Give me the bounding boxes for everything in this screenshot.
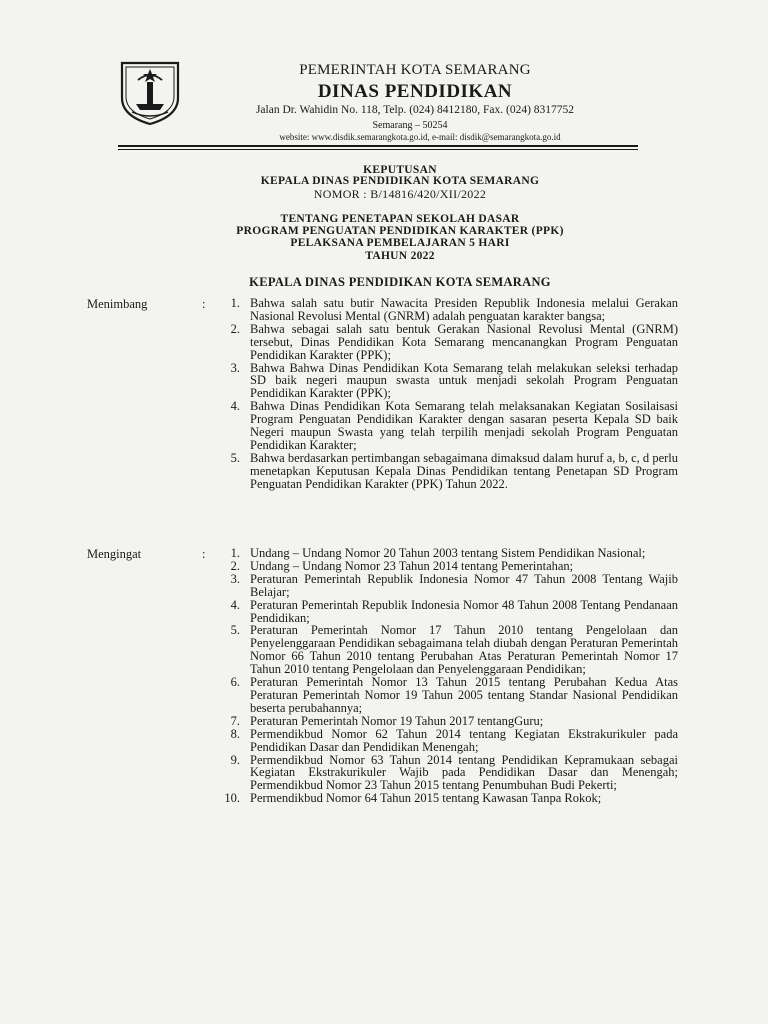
item-text: Bahwa Dinas Pendidikan Kota Semarang telah melaksanakan Kegiatan Sosilaisasi Program Penguatan Pendidikan Karakter dengan sasaran peserta Kepala SD baik Negeri maupun Swasta yang telah terpilih menjadi sekolah Program Penguatan Pendidikan Karakter;: [250, 399, 678, 452]
letterhead-government: PEMERINTAH KOTA SEMARANG: [299, 62, 531, 78]
list-item: [208, 547, 678, 560]
item-text: Peraturan Pemerintah Nomor 17 Tahun 2010 tentang Pengelolaan dan Penyelenggaraan Pendidikan sebagaimana telah diubah dengan Peraturan Pemerintah Nomor 66 Tahun 2010 tentang Perubahan Atas Peraturan Pemerintah Nomor 17 Tahun 2010 tentang Pengelolaan dan Penyelenggaraan Pendidikan;: [250, 623, 678, 677]
item-text: Permendikbud Nomor 64 Tahun 2015 tentang Kawasan Tanpa Rokok;: [250, 791, 602, 806]
list-item: [208, 676, 678, 715]
list-item: [208, 754, 678, 793]
item-text: Undang – Undang Nomor 20 Tahun 2003 tentang Sistem Pendidikan Nasional;: [250, 546, 646, 560]
list-item: [218, 297, 678, 323]
list-item: [218, 362, 678, 401]
item-number: 6.: [230, 675, 240, 690]
item-number: 10.: [224, 791, 240, 806]
item-number: 2.: [230, 558, 240, 573]
list-item: [218, 452, 678, 491]
item-text: Peraturan Pemerintah Nomor 19 Tahun 2017 tentangGuru;: [250, 713, 544, 728]
item-number: 1.: [230, 296, 240, 310]
decree-subject-line-1: TENTANG PENETAPAN SEKOLAH DASAR: [280, 213, 520, 225]
decree-issuer: KEPALA DINAS PENDIDIKAN KOTA SEMARANG: [260, 175, 540, 187]
item-text: Permendikbud Nomor 62 Tahun 2014 tentang Kegiatan Ekstrakurikuler pada Pendidikan Dasar dan Pendidikan Menengah;: [250, 726, 678, 754]
item-text: Bahwa sebagai salah satu bentuk Gerakan Nasional Revolusi Mental (GNRM) tersebut, Dinas Pendidikan Kota Semarang mencanangkan Program Penguatan Pendidikan Karakter (PPK);: [250, 321, 678, 362]
list-item: [218, 400, 678, 452]
letterhead-department: DINAS PENDIDIKAN: [317, 81, 513, 102]
item-number: 5.: [230, 623, 240, 638]
item-text: Permendikbud Nomor 63 Tahun 2014 tentang Pendidikan Kepramukaan sebagai Kegiatan Ekstrakurikuler Wajib pada Pendidikan Dasar dan Menengah; Permendikbud Nomor 23 Tahun 2015 tentang Penumbuhan Budi Pekerti;: [250, 752, 678, 793]
mengingat-list: [208, 547, 678, 805]
item-text: Bahwa Bahwa Dinas Pendidikan Kota Semarang telah melakukan seleksi terhadap SD baik negeri maupun swasta untuk menjadi sekolah Program Penguatan Pendidikan Karakter (PPK);: [250, 360, 678, 401]
decree-subject-line-2: PROGRAM PENGUATAN PENDIDIKAN KARAKTER (PPK): [236, 225, 564, 237]
letterhead-address: Jalan Dr. Wahidin No. 118, Telp. (024) 8412180, Fax. (024) 8317752: [255, 104, 575, 116]
menimbang-label: Menimbang: [87, 297, 148, 311]
list-item: [208, 624, 678, 676]
item-text: Undang – Undang Nomor 23 Tahun 2014 tentang Pemerintahan;: [250, 558, 574, 573]
list-item: [208, 792, 678, 805]
decree-subject-year: TAHUN 2022: [365, 250, 435, 262]
letterhead-postal: Semarang – 50254: [372, 120, 448, 131]
item-number: 7.: [230, 713, 240, 728]
item-number: 1.: [230, 546, 240, 560]
list-item: [208, 573, 678, 599]
letterhead-website: website: www.disdik.semarangkota.go.id, e-mail: disdik@semarangkota.go.id: [279, 132, 561, 142]
list-item: [208, 728, 678, 754]
item-number: 4.: [230, 597, 240, 612]
item-number: 8.: [230, 726, 240, 741]
decree-subject-line-3: PELAKSANA PEMBELAJARAN 5 HARI: [290, 237, 510, 249]
item-text: Peraturan Pemerintah Nomor 13 Tahun 2015 tentang Perubahan Kedua Atas Peraturan Pemerintah Nomor 19 Tahun 2005 tentang Standar Nasional Pendidikan beserta perubahannya;: [250, 675, 678, 715]
letterhead-rule-thick: [118, 145, 638, 147]
item-text: Peraturan Pemerintah Republik Indonesia Nomor 47 Tahun 2008 Tentang Wajib Belajar;: [250, 571, 678, 599]
decree-signatory-heading: KEPALA DINAS PENDIDIKAN KOTA SEMARANG: [249, 275, 551, 289]
item-text: Bahwa berdasarkan pertimbangan sebagaimana dimaksud dalam huruf a, b, c, d perlu menetapkan Keputusan Kepala Dinas Pendidikan tentang Penetapan SD Program Penguatan Pendidikan Karakter (PPK) Tahun 2022.: [250, 450, 678, 491]
list-item: [208, 560, 678, 573]
item-number: 3.: [230, 571, 240, 586]
list-item: [208, 715, 678, 728]
list-item: [218, 323, 678, 362]
list-item: [208, 599, 678, 625]
item-text: Bahwa salah satu butir Nawacita Presiden Republik Indonesia melalui Gerakan Nasional Revolusi Mental (GNRM) adalah penguatan karakter bangsa;: [250, 296, 678, 323]
decree-heading: KEPUTUSAN: [363, 164, 437, 176]
item-number: 9.: [230, 752, 240, 767]
item-number: 5.: [230, 450, 240, 465]
menimbang-colon: :: [202, 297, 206, 311]
item-number: 4.: [230, 399, 240, 414]
item-number: 2.: [230, 321, 240, 336]
mengingat-colon: :: [202, 547, 206, 561]
city-coat-of-arms-icon: [118, 60, 182, 126]
decree-number: NOMOR : B/14816/420/XII/2022: [313, 187, 487, 201]
letterhead-rule-thin: [118, 149, 638, 150]
item-number: 3.: [230, 360, 240, 375]
item-text: Peraturan Pemerintah Republik Indonesia Nomor 48 Tahun 2008 Tentang Pendanaan Pendidikan;: [250, 597, 678, 625]
menimbang-list: [218, 297, 678, 491]
mengingat-label: Mengingat: [87, 547, 142, 561]
